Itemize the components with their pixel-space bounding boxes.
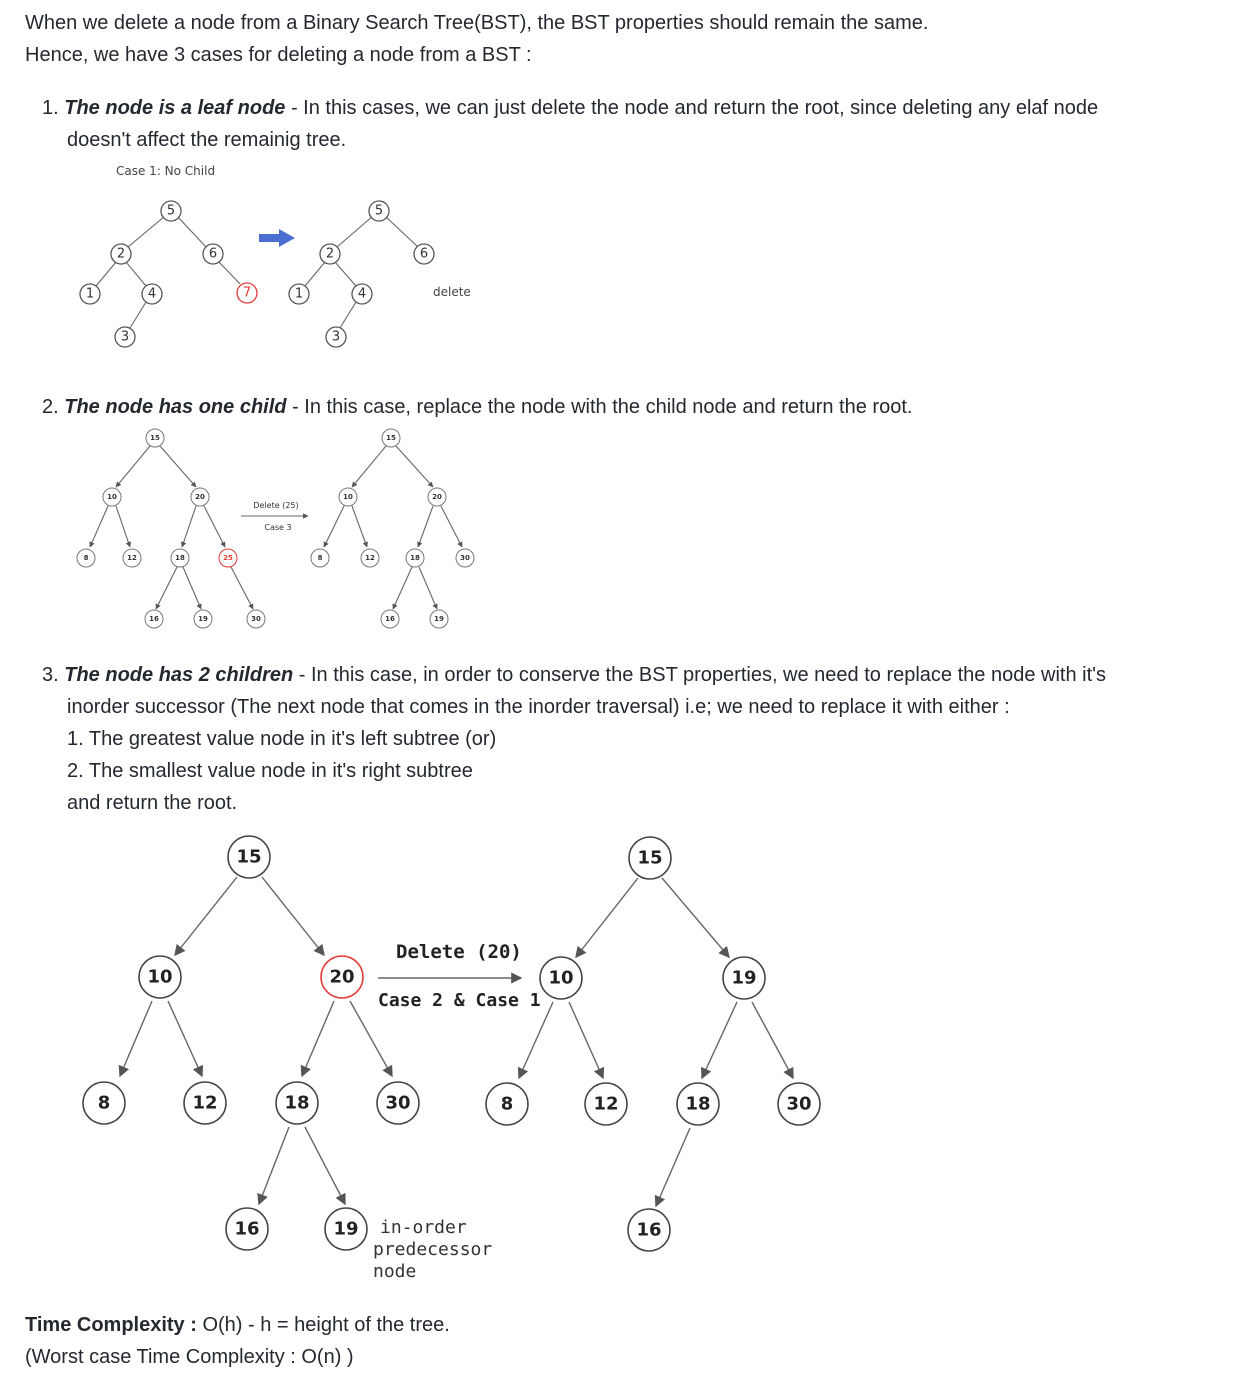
svg-text:8: 8 bbox=[317, 554, 323, 562]
tree-node bbox=[369, 201, 389, 221]
case2-figure bbox=[77, 429, 474, 628]
tree-node bbox=[276, 1082, 318, 1124]
svg-text:2: 2 bbox=[116, 246, 126, 262]
tree-node bbox=[228, 836, 270, 878]
removed-node bbox=[219, 549, 237, 567]
tree-node bbox=[677, 1083, 719, 1125]
svg-text:10: 10 bbox=[147, 966, 173, 988]
svg-text:7: 7 bbox=[242, 285, 252, 301]
tree-node bbox=[77, 549, 95, 567]
complexity-worst: (Worst case Time Complexity : O(n) ) bbox=[25, 1346, 354, 1368]
svg-text:6: 6 bbox=[208, 246, 218, 262]
svg-text:4: 4 bbox=[147, 286, 157, 302]
case2-number: 2. bbox=[42, 396, 59, 418]
tree-node bbox=[320, 244, 340, 264]
case1-text: - In this cases, we can just delete the node and return the root, since deleting any elaf node bbox=[285, 97, 1099, 119]
tree-node bbox=[123, 549, 141, 567]
tree-node bbox=[83, 1082, 125, 1124]
tree-node bbox=[778, 1083, 820, 1125]
tree-node bbox=[428, 488, 446, 506]
case3-title: The node has 2 children bbox=[64, 664, 294, 686]
svg-text:15: 15 bbox=[386, 434, 396, 442]
svg-text:10: 10 bbox=[548, 967, 574, 989]
case3-number: 3. bbox=[42, 664, 59, 686]
svg-text:16: 16 bbox=[234, 1218, 260, 1240]
tree-node bbox=[486, 1083, 528, 1125]
svg-text:8: 8 bbox=[97, 1092, 111, 1114]
svg-text:5: 5 bbox=[374, 203, 384, 219]
tree-node bbox=[111, 244, 131, 264]
tree-node bbox=[381, 610, 399, 628]
case3-text-end: and return the root. bbox=[67, 792, 238, 814]
case2-case-label: Case 3 bbox=[264, 523, 292, 532]
tree-node bbox=[629, 837, 671, 879]
svg-text:1: 1 bbox=[294, 286, 304, 302]
svg-text:8: 8 bbox=[500, 1093, 514, 1115]
svg-text:16: 16 bbox=[149, 615, 159, 623]
svg-text:15: 15 bbox=[236, 846, 262, 868]
svg-text:12: 12 bbox=[365, 554, 375, 562]
tree-node bbox=[382, 429, 400, 447]
tree-node bbox=[146, 429, 164, 447]
svg-text:4: 4 bbox=[357, 286, 367, 302]
svg-text:10: 10 bbox=[343, 493, 353, 501]
case2-delete-label: Delete (25) bbox=[253, 501, 299, 510]
case2-text: - In this case, replace the node with the child node and return the root. bbox=[286, 396, 913, 418]
case3-delete-label: Delete (20) bbox=[396, 941, 522, 963]
svg-text:12: 12 bbox=[127, 554, 137, 562]
intro-line-1: When we delete a node from a Binary Search Tree(BST), the BST properties should remain the same. bbox=[25, 12, 929, 34]
svg-text:15: 15 bbox=[637, 847, 663, 869]
svg-text:18: 18 bbox=[175, 554, 185, 562]
svg-text:6: 6 bbox=[419, 246, 429, 262]
tree-node bbox=[628, 1209, 670, 1251]
case1-figure bbox=[80, 164, 471, 347]
complexity-value: O(h) - h = height of the tree. bbox=[196, 1314, 450, 1336]
case1-title: The node is a leaf node bbox=[64, 97, 286, 119]
case3-case-label: Case 2 & Case 1 bbox=[378, 990, 541, 1011]
case3-sub-1: 1. The greatest value node in it's left subtree (or) bbox=[67, 728, 497, 750]
svg-text:20: 20 bbox=[329, 966, 355, 988]
case3-sub-2: 2. The smallest value node in it's right subtree bbox=[67, 760, 473, 782]
tree-node bbox=[203, 244, 223, 264]
case3-figure bbox=[83, 836, 820, 1282]
svg-text:12: 12 bbox=[192, 1092, 218, 1114]
tree-node bbox=[161, 201, 181, 221]
intro-line-2: Hence, we have 3 cases for deleting a node from a BST : bbox=[25, 44, 532, 66]
svg-text:30: 30 bbox=[251, 615, 261, 623]
svg-text:30: 30 bbox=[385, 1092, 411, 1114]
svg-text:15: 15 bbox=[150, 434, 160, 442]
tree-node bbox=[184, 1082, 226, 1124]
tree-node bbox=[339, 488, 357, 506]
svg-text:3: 3 bbox=[331, 329, 341, 345]
svg-text:18: 18 bbox=[410, 554, 420, 562]
tree-node bbox=[115, 327, 135, 347]
tree-node bbox=[456, 549, 474, 567]
tree-node bbox=[352, 284, 372, 304]
tree-node bbox=[139, 956, 181, 998]
svg-text:20: 20 bbox=[195, 493, 205, 501]
svg-text:16: 16 bbox=[636, 1219, 662, 1241]
svg-text:12: 12 bbox=[593, 1093, 619, 1115]
tree-node bbox=[325, 1208, 367, 1250]
svg-text:19: 19 bbox=[731, 967, 757, 989]
tree-node bbox=[80, 284, 100, 304]
tree-node bbox=[142, 284, 162, 304]
tree-node bbox=[326, 327, 346, 347]
tree-node bbox=[289, 284, 309, 304]
tree-node bbox=[194, 610, 212, 628]
svg-text:18: 18 bbox=[284, 1092, 310, 1114]
svg-text:19: 19 bbox=[198, 615, 208, 623]
svg-text:1: 1 bbox=[85, 286, 95, 302]
tree-node bbox=[103, 488, 121, 506]
case3-text-cont: inorder successor (The next node that comes in the inorder traversal) i.e; we need to replace it with either : bbox=[67, 696, 1010, 718]
svg-text:30: 30 bbox=[460, 554, 470, 562]
tree-node bbox=[226, 1208, 268, 1250]
svg-text:5: 5 bbox=[166, 203, 176, 219]
tree-node bbox=[171, 549, 189, 567]
svg-text:18: 18 bbox=[685, 1093, 711, 1115]
tree-node bbox=[377, 1082, 419, 1124]
tree-node bbox=[414, 244, 434, 264]
case1-delete-label: delete bbox=[433, 285, 471, 299]
svg-text:16: 16 bbox=[385, 615, 395, 623]
annot-line-3: node bbox=[373, 1261, 417, 1282]
case3-text: - In this case, in order to conserve the BST properties, we need to replace the node with it's bbox=[293, 664, 1106, 686]
tree-node bbox=[311, 549, 329, 567]
annot-line-2: predecessor bbox=[373, 1239, 493, 1260]
svg-text:25: 25 bbox=[223, 554, 233, 562]
annot-line-1: in-order bbox=[380, 1217, 467, 1238]
tree-node bbox=[406, 549, 424, 567]
svg-text:8: 8 bbox=[83, 554, 89, 562]
tree-node bbox=[585, 1083, 627, 1125]
tree-node bbox=[430, 610, 448, 628]
svg-text:30: 30 bbox=[786, 1093, 812, 1115]
removed-node bbox=[321, 956, 363, 998]
tree-node bbox=[361, 549, 379, 567]
svg-text:10: 10 bbox=[107, 493, 117, 501]
svg-text:20: 20 bbox=[432, 493, 442, 501]
case1-text-cont: doesn't affect the remainig tree. bbox=[67, 129, 347, 151]
right-arrow-icon bbox=[259, 229, 295, 247]
tree-node bbox=[191, 488, 209, 506]
svg-text:19: 19 bbox=[333, 1218, 359, 1240]
case1-number: 1. bbox=[42, 97, 59, 119]
tree-node bbox=[145, 610, 163, 628]
tree-node bbox=[723, 957, 765, 999]
removed-node bbox=[237, 283, 257, 303]
case2-title: The node has one child bbox=[64, 396, 287, 418]
svg-text:3: 3 bbox=[120, 329, 130, 345]
tree-node bbox=[247, 610, 265, 628]
case1-fig-caption: Case 1: No Child bbox=[116, 164, 216, 178]
svg-text:2: 2 bbox=[325, 246, 335, 262]
svg-text:19: 19 bbox=[434, 615, 444, 623]
complexity-label: Time Complexity : bbox=[25, 1314, 197, 1336]
tree-node bbox=[540, 957, 582, 999]
